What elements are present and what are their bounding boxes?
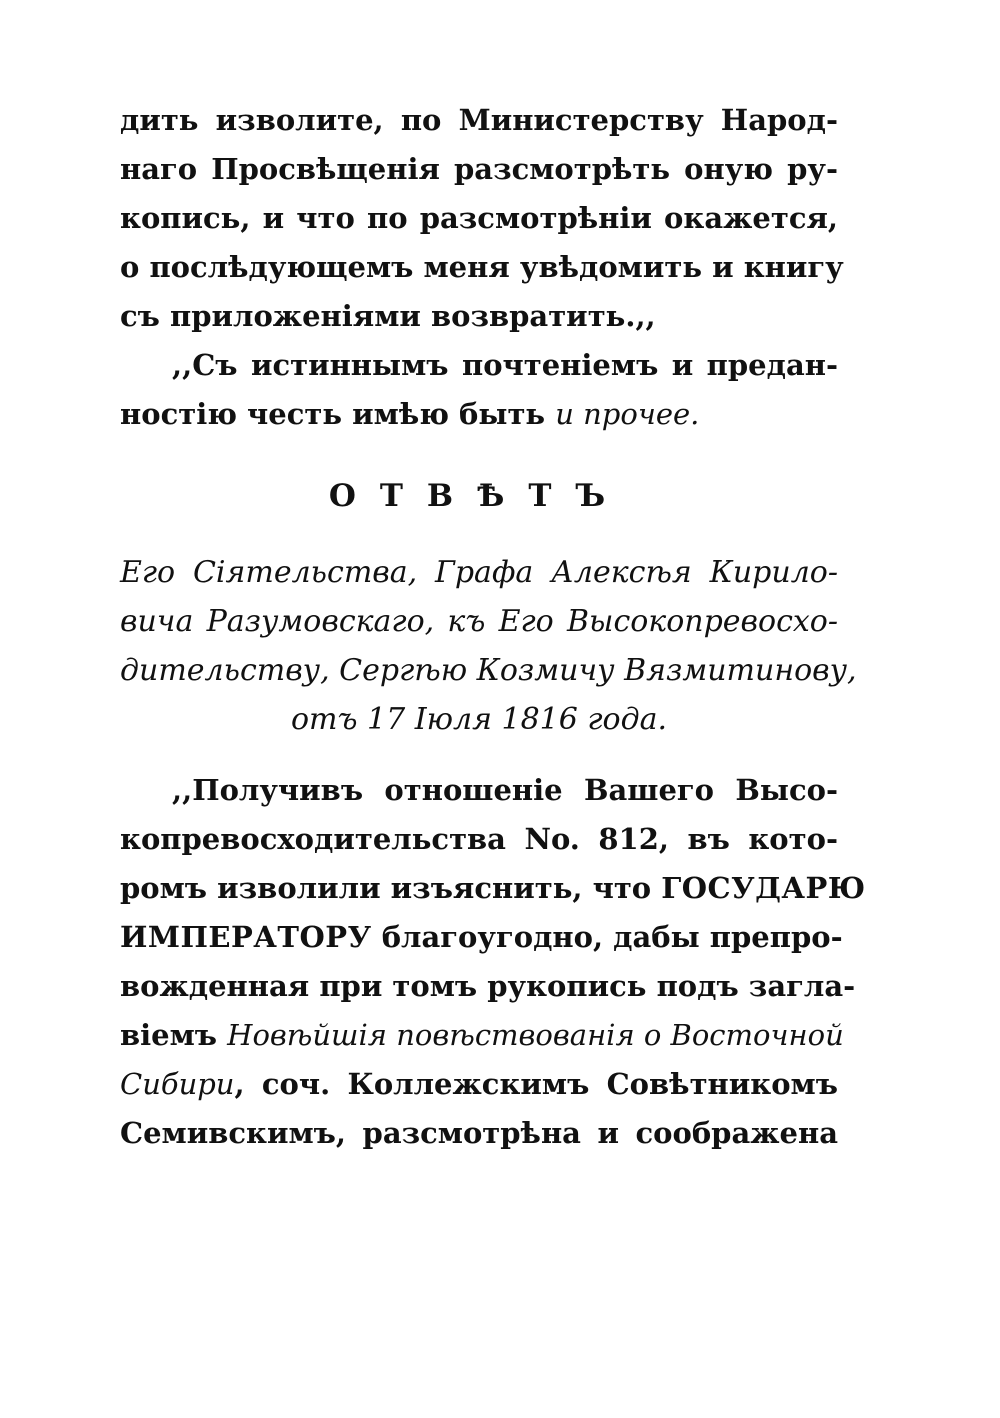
text-line-2: наго Просвѣщенія разсмотрѣть оную ру- [120,152,838,186]
text-line-1: дить изволите, по Министерству Народ- [120,103,838,137]
letter-body [120,766,866,1158]
body-line-3-text: ромъ изволили изъяснить, что [120,871,662,905]
paragraph-continuation [120,96,844,439]
section-heading: ОТВѢТЪ [328,478,630,514]
body-line-3 [120,864,866,913]
body-line-8: Семивскимъ, разсмотрѣна и соображена [120,1116,838,1150]
body-line-2: копревосходительства No. 812, въ кото- [120,822,838,856]
closing-line-1: ,,Съ истиннымъ почтеніемъ и предан- [172,348,838,382]
body-line-6-text: віемъ [120,1018,228,1052]
body-line-7-italic: Сибири [120,1067,235,1101]
letter-address [120,548,857,744]
address-date-line: отъ 17 Іюля 1816 года. [290,702,668,737]
body-line-5: вожденная при томъ рукопись подъ загла- [120,969,856,1003]
closing-italic: и прочее. [555,397,700,431]
body-line-7-text: , соч. Коллежскимъ Совѣтникомъ [234,1067,838,1101]
text-line-5: съ приложеніями возвратить.,, [120,299,656,333]
body-line-1: ,,Получивъ отношеніе Вашего Высо- [172,773,838,807]
body-line-4 [120,913,843,962]
address-line-1: Его Сіятельства, Графа Алексѣя Кирило- [120,555,838,590]
body-line-7 [120,1060,838,1109]
body-line-4-caps: ИМПЕРАТОРУ [120,920,372,954]
body-line-4-text: благоугодно, дабы препро- [371,920,843,954]
text-line-4: о послѣдующемъ меня увѣдомить и книгу [120,250,844,284]
body-line-3-caps: ГОСУДАРЮ [661,871,866,905]
closing-line-2 [120,390,838,439]
text-line-3: копись, и что по разсмотрѣніи окажется, [120,201,838,235]
address-line-2: вича Разумовскаго, къ Его Высокопревосхо- [120,604,838,639]
body-line-6 [120,1011,844,1060]
address-line-3: дительству, Сергѣю Козмичу Вязмитинову, [120,653,857,688]
closing-text: ностію честь имѣю быть [120,397,556,431]
body-line-6-italic: Новѣйшія повѣствованія о Восточной [227,1018,844,1052]
